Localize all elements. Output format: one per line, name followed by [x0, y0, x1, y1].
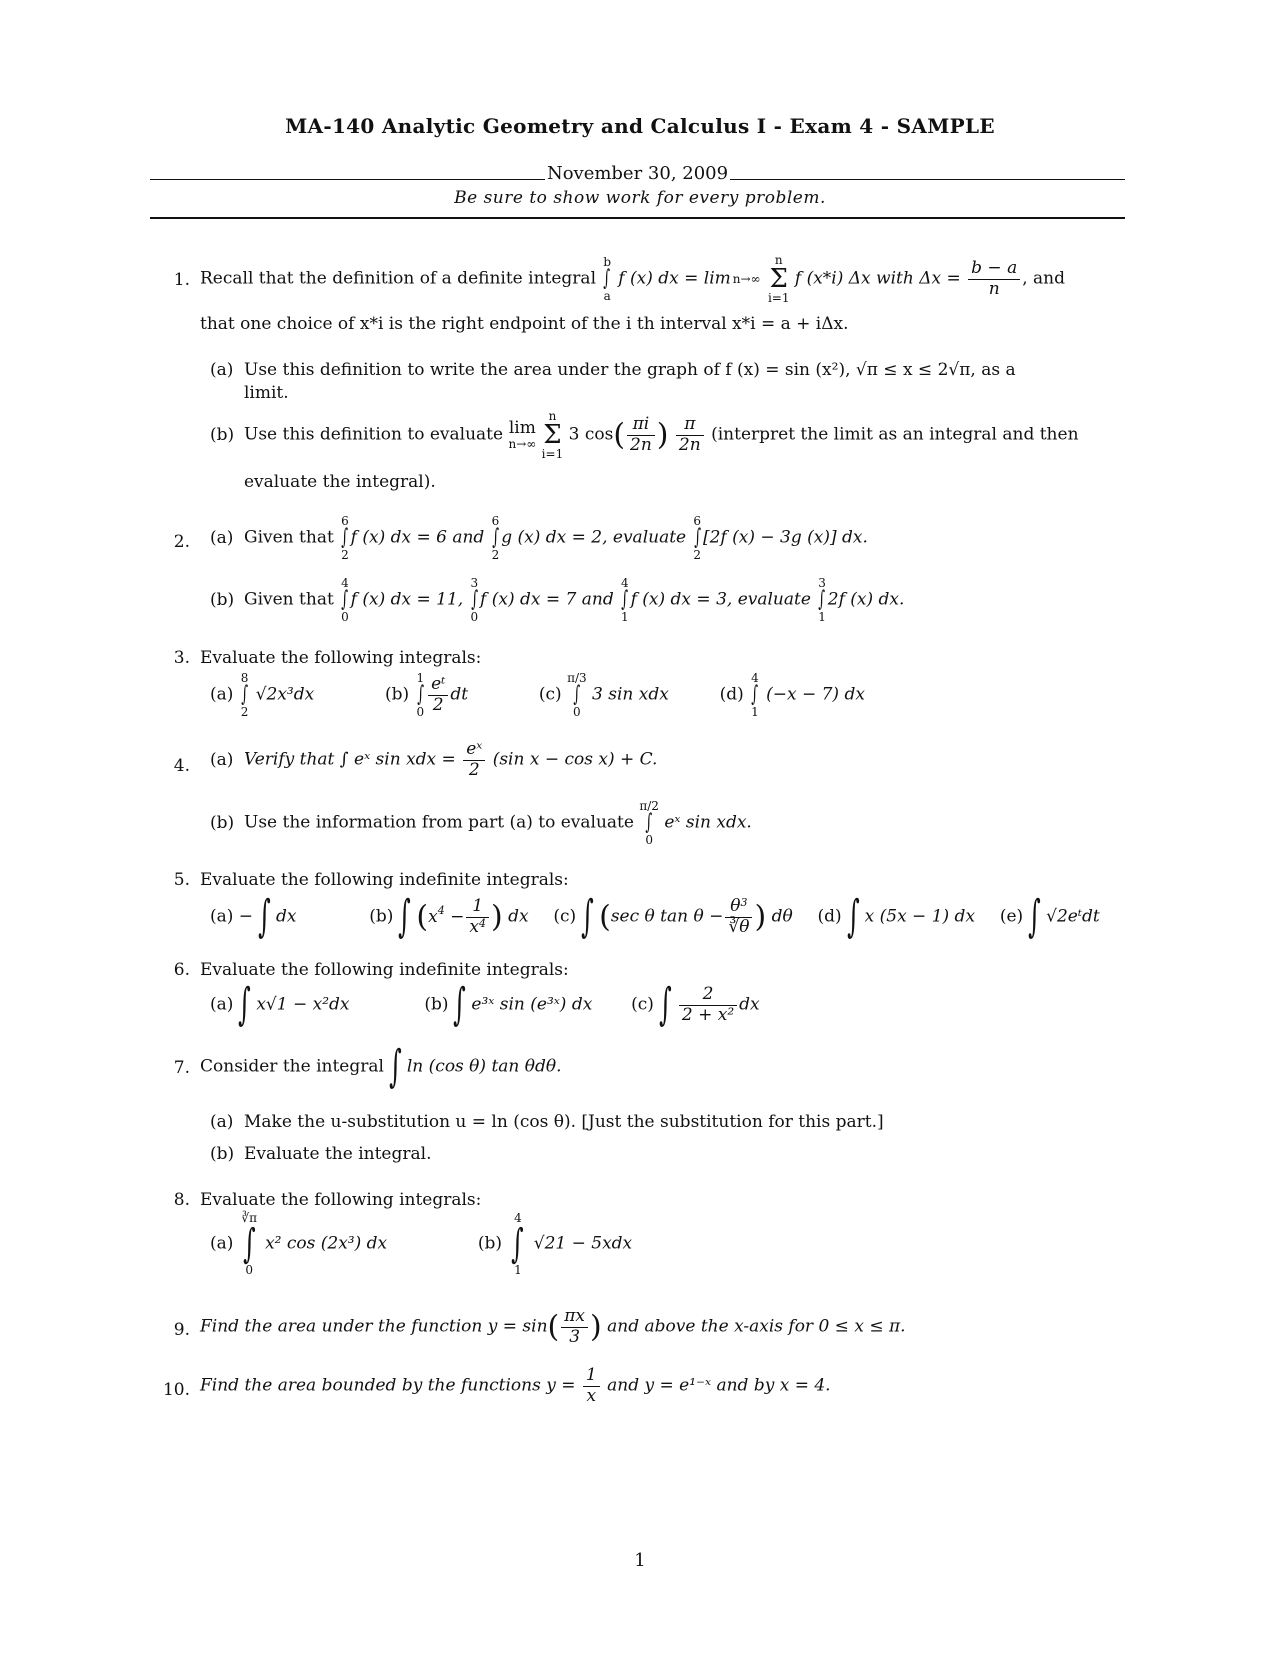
p5-text: Evaluate the following indefinite integrals: [200, 870, 569, 890]
p8-text: Evaluate the following integrals: [200, 1190, 482, 1210]
p1a: (a) Use this definition to write the area under the graph of f (x) = sin (x²), √π ≤ x ≤ 2√π, as a [210, 360, 1016, 380]
exam-date: November 30, 2009 [546, 163, 729, 184]
p1-text-c: f (x*i) Δx with Δx = [794, 268, 961, 289]
p2b: (b) Given that 4 ∫ 0 f (x) dx = 11, 3 ∫ 0 f (x) dx = 7 and 4 ∫ 1 f (x) dx = 3, evaluate 3 ∫ 1 2f (x) dx. [210, 576, 905, 624]
p4a: (a) Verify that ∫ eˣ sin xdx = $\frac{\text{eˣ}}{2}$ (sin x − cos x) + C. [210, 739, 658, 780]
p4b: (b) Use the information from part (a) to evaluate π/2 ∫ 0 eˣ sin xdx. [210, 799, 752, 847]
p7b: (b) Evaluate the integral. [210, 1144, 432, 1164]
problem-7-number: 7. [173, 1058, 190, 1078]
p8-items: (a) ∛π ∫ 0 x² cos (2x³) dx (b) 4 ∫ 1 √21 − 5xdx [210, 1211, 633, 1277]
date-rule-left [150, 179, 545, 180]
p1-line2: that one choice of x*i is the right endpoint of the i th interval x*i = a + iΔx. [200, 314, 849, 334]
p6-items: (a) ∫ x√1 − x²dx (b) ∫ e³ˣ sin (e³ˣ) dx (c) ∫ $\frac{2}{\text{2 + x²}}$ dx [210, 979, 760, 1030]
date-line [150, 162, 1125, 184]
p2a: (a) Given that 6 ∫ 2 f (x) dx = 6 and 6 ∫ 2 g (x) dx = 2, evaluate 6 ∫ 2 [2f (x) − 3g (x)] dx. [210, 514, 868, 562]
p1-text-a: Recall that the definition of a definite integral [200, 268, 597, 289]
problem-3-number: 3. [173, 648, 190, 668]
p5-items: (a) − ∫ dx (b) ∫ ($x^4$ − $\frac{1}{x^4}$ ) dx (c) ∫ (sec θ tan θ − $\frac{\theta^3}{∛\theta}$ ) dθ (d) ∫ x (5x − 1) dx (e) ∫ √2eᵗdt [210, 891, 1100, 942]
date-rule-right [730, 179, 1125, 180]
problem-8-number: 8. [173, 1190, 190, 1210]
problem-9-number: 9. [173, 1320, 190, 1340]
problem-2-number: 2. [173, 532, 190, 552]
p1-delta-fraction: $\frac{b - a}{n}$ [968, 259, 1020, 299]
page-number: 1 [634, 1550, 646, 1571]
p1b-line2: evaluate the integral). [244, 472, 436, 492]
p10-statement: Find the area bounded by the functions y = $\frac{1}{x}$ and y = e¹⁻ˣ and by x = 4. [200, 1365, 831, 1406]
p3-text: Evaluate the following integrals: [200, 648, 482, 668]
problem-1-statement: Recall that the definition of a definite integral b ∫ a f (x) dx = lim n→∞ n Σ i=1 f (x*i) Δx with Δx = $\frac{b - a}{n}$ , and [200, 253, 1065, 305]
p6-text: Evaluate the following indefinite integrals: [200, 960, 569, 980]
exam-title: MA-140 Analytic Geometry and Calculus I - Exam 4 - SAMPLE [285, 114, 995, 138]
integral-sign: b ∫ a [603, 255, 611, 303]
p9-statement: Find the area under the function y = sin( $\frac{\pi x}{3}$ ) and above the x-axis for 0 ≤ x ≤ π. [200, 1306, 906, 1347]
sum-sign: n Σ i=1 [767, 253, 790, 305]
p7a: (a) Make the u-substitution u = ln (cos θ). [Just the substitution for this part.] [210, 1112, 884, 1132]
problem-6-number: 6. [173, 960, 190, 980]
p1b: (b) Use this definition to evaluate lim n→∞ n Σ i=1 3 cos( $\frac{\pi i}{2n}$ ) $\frac{\pi}{2n}$ (interpret the limit as an integral and then [210, 409, 1079, 461]
p1-text-b: f (x) dx = lim [618, 268, 731, 289]
p7-statement: Consider the integral ∫ ln (cos θ) tan θdθ. [200, 1041, 562, 1092]
p1a-line2: limit. [244, 383, 289, 403]
problem-1-number: 1. [173, 270, 190, 290]
problem-4-number: 4. [173, 756, 190, 776]
p3-items: (a) 8 ∫ 2 √2x³dx (b) 1 ∫ 0 $\frac{\text{eᵗ}}{2}$ dt (c) π/3 ∫ 0 3 sin xdx (d) 4 ∫ 1 (−x − 7) dx [210, 671, 865, 719]
p1-text-d: , and [1022, 268, 1065, 289]
problem-10-number: 10. [162, 1380, 190, 1400]
instructions: Be sure to show work for every problem. [454, 188, 826, 208]
header-divider [150, 217, 1125, 219]
problem-5-number: 5. [173, 870, 190, 890]
